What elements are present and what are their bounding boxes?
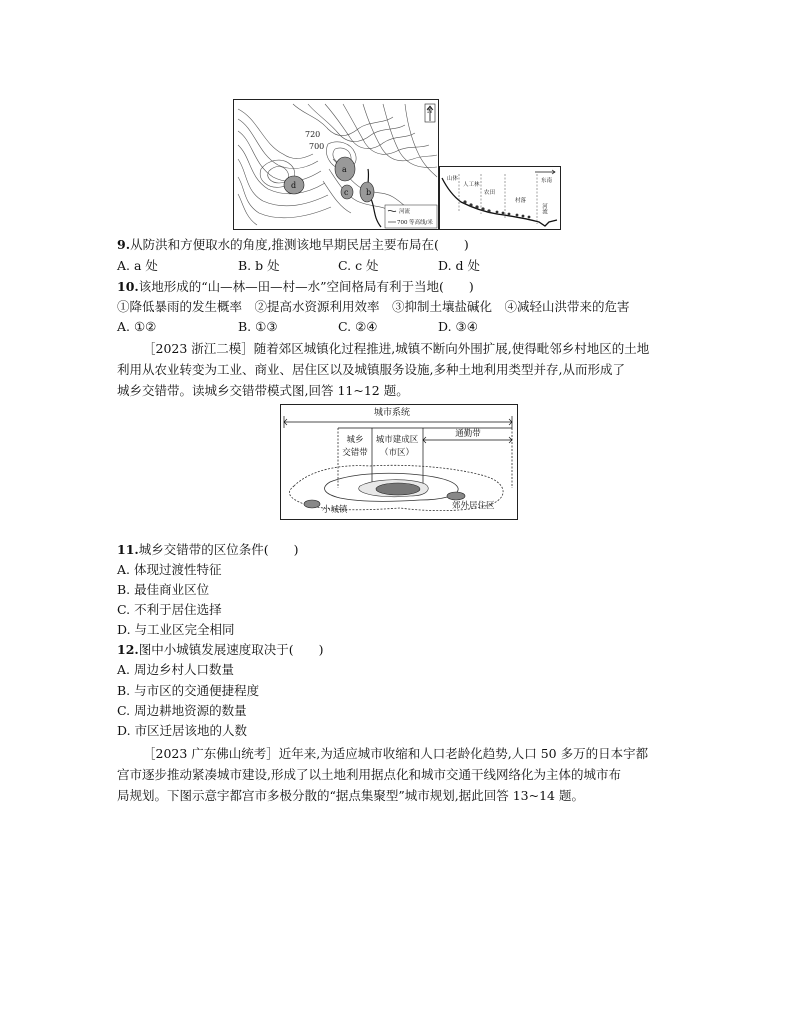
intro-line: ［2023 广东佛山统考］近年来,为适应城市收缩和人口老龄化趋势,人口 50 多万的日本宇都 <box>143 746 649 761</box>
q10-option-b[interactable]: B. ①③ <box>238 319 278 334</box>
fig3-core-label-2: （市区） <box>379 448 415 458</box>
fig3-system-label: 城市系统 <box>373 408 411 418</box>
question-text: 图中小城镇发展速度取决于( ) <box>138 642 324 657</box>
q10-statements: ①降低暴雨的发生概率 ②提高水资源利用效率 ③抑制土壤盐碱化 ④减轻山洪带来的危害 <box>117 299 630 314</box>
q10-option-c[interactable]: C. ②④ <box>338 319 378 334</box>
question-number: 12. <box>117 642 139 657</box>
question-number: 10. <box>117 279 139 294</box>
q9-option-b[interactable]: B. b 处 <box>238 258 280 273</box>
suburb-shape <box>447 492 465 500</box>
contour-label-720: 720 <box>305 130 321 139</box>
question-10 <box>117 279 474 295</box>
q9-option-a[interactable]: A. a 处 <box>117 258 158 273</box>
question-text: 该地形成的“山—林—田—村—水”空间格局有利于当地( ) <box>138 279 474 294</box>
urban-fringe-figure <box>280 404 518 520</box>
profile-label-river: 河流 <box>541 203 547 214</box>
q11-option-b[interactable]: B. 最佳商业区位 <box>117 582 210 597</box>
site-c-label: c <box>344 188 349 197</box>
q11-option-d[interactable]: D. 与工业区完全相同 <box>117 622 235 637</box>
q11-option-a[interactable]: A. 体现过渡性特征 <box>117 562 222 577</box>
q12-option-a[interactable]: A. 周边乡村人口数量 <box>117 662 234 677</box>
contour-label-700: 700 <box>309 142 325 151</box>
fig3-suburb-label: 郊外居住区 <box>452 501 495 511</box>
question-number: 9. <box>117 237 131 252</box>
q9-option-d[interactable]: D. d 处 <box>438 258 480 273</box>
intro-line: ［2023 浙江二模］随着郊区城镇化过程推进,城镇不断向外围扩展,使得毗邻乡村地区的土地 <box>143 341 650 356</box>
question-12 <box>117 642 324 658</box>
intro-line: 城乡交错带。读城乡交错带模式图,回答 11~12 题。 <box>117 383 409 398</box>
intro-paragraph-11-12 <box>117 338 687 401</box>
intro-line: 利用从农业转变为工业、商业、居住区以及城镇服务设施,多种土地利用类型并存,从而形成了 <box>117 362 625 377</box>
question-text: 从防洪和方便取水的角度,推测该地早期民居主要布局在( ) <box>130 237 469 252</box>
svg-text:N: N <box>427 108 433 115</box>
q11-option-c[interactable]: C. 不利于居住选择 <box>117 602 222 617</box>
fig3-fringe-label-1: 城乡 <box>346 435 364 445</box>
profile-label-village: 村落 <box>515 198 527 204</box>
question-11 <box>117 542 299 558</box>
small-town-shape <box>304 500 320 508</box>
profile-label-mountain: 山体 <box>447 176 459 182</box>
profile-label-direction: 东南 <box>541 178 553 184</box>
question-number: 11. <box>117 542 139 557</box>
profile-figure <box>439 166 561 230</box>
site-a-label: a <box>342 165 347 174</box>
q10-option-d[interactable]: D. ③④ <box>438 319 478 334</box>
map-legend <box>385 205 437 228</box>
intro-paragraph-13-14 <box>117 743 687 806</box>
q12-option-b[interactable]: B. 与市区的交通便捷程度 <box>117 683 260 698</box>
q12-option-d[interactable]: D. 市区迁居该地的人数 <box>117 723 248 738</box>
q12-option-c[interactable]: C. 周边耕地资源的数量 <box>117 703 247 718</box>
fig3-commute-label: 通勤带 <box>455 429 481 439</box>
svg-text:等高线/米: 等高线/米 <box>409 220 433 226</box>
q9-option-c[interactable]: C. c 处 <box>338 258 379 273</box>
svg-text:河流: 河流 <box>399 209 411 215</box>
site-b-label: b <box>366 188 372 197</box>
svg-text:700: 700 <box>397 220 408 226</box>
profile-label-forest: 人工林 <box>463 182 480 188</box>
question-text: 城乡交错带的区位条件( ) <box>138 542 299 557</box>
north-arrow-icon <box>425 104 435 122</box>
fig3-fringe-label-2: 交错带 <box>342 448 368 458</box>
contour-map-figure <box>233 99 439 230</box>
q10-option-a[interactable]: A. ①② <box>117 319 157 334</box>
profile-label-field: 农田 <box>484 190 496 196</box>
city-core-shape <box>376 483 420 495</box>
fig3-core-label-1: 城市建成区 <box>375 435 419 445</box>
site-d-label: d <box>291 181 297 190</box>
intro-line: 宫市逐步推动紧凑城市建设,形成了以土地利用据点化和城市交通干线网络化为主体的城市布 <box>117 767 621 782</box>
question-9 <box>117 237 469 253</box>
fig3-town-label: 小城镇 <box>322 505 348 515</box>
intro-line: 局规划。下图示意宇都宫市多极分散的“据点集聚型”城市规划,据此回答 13~14 题。 <box>117 788 584 803</box>
